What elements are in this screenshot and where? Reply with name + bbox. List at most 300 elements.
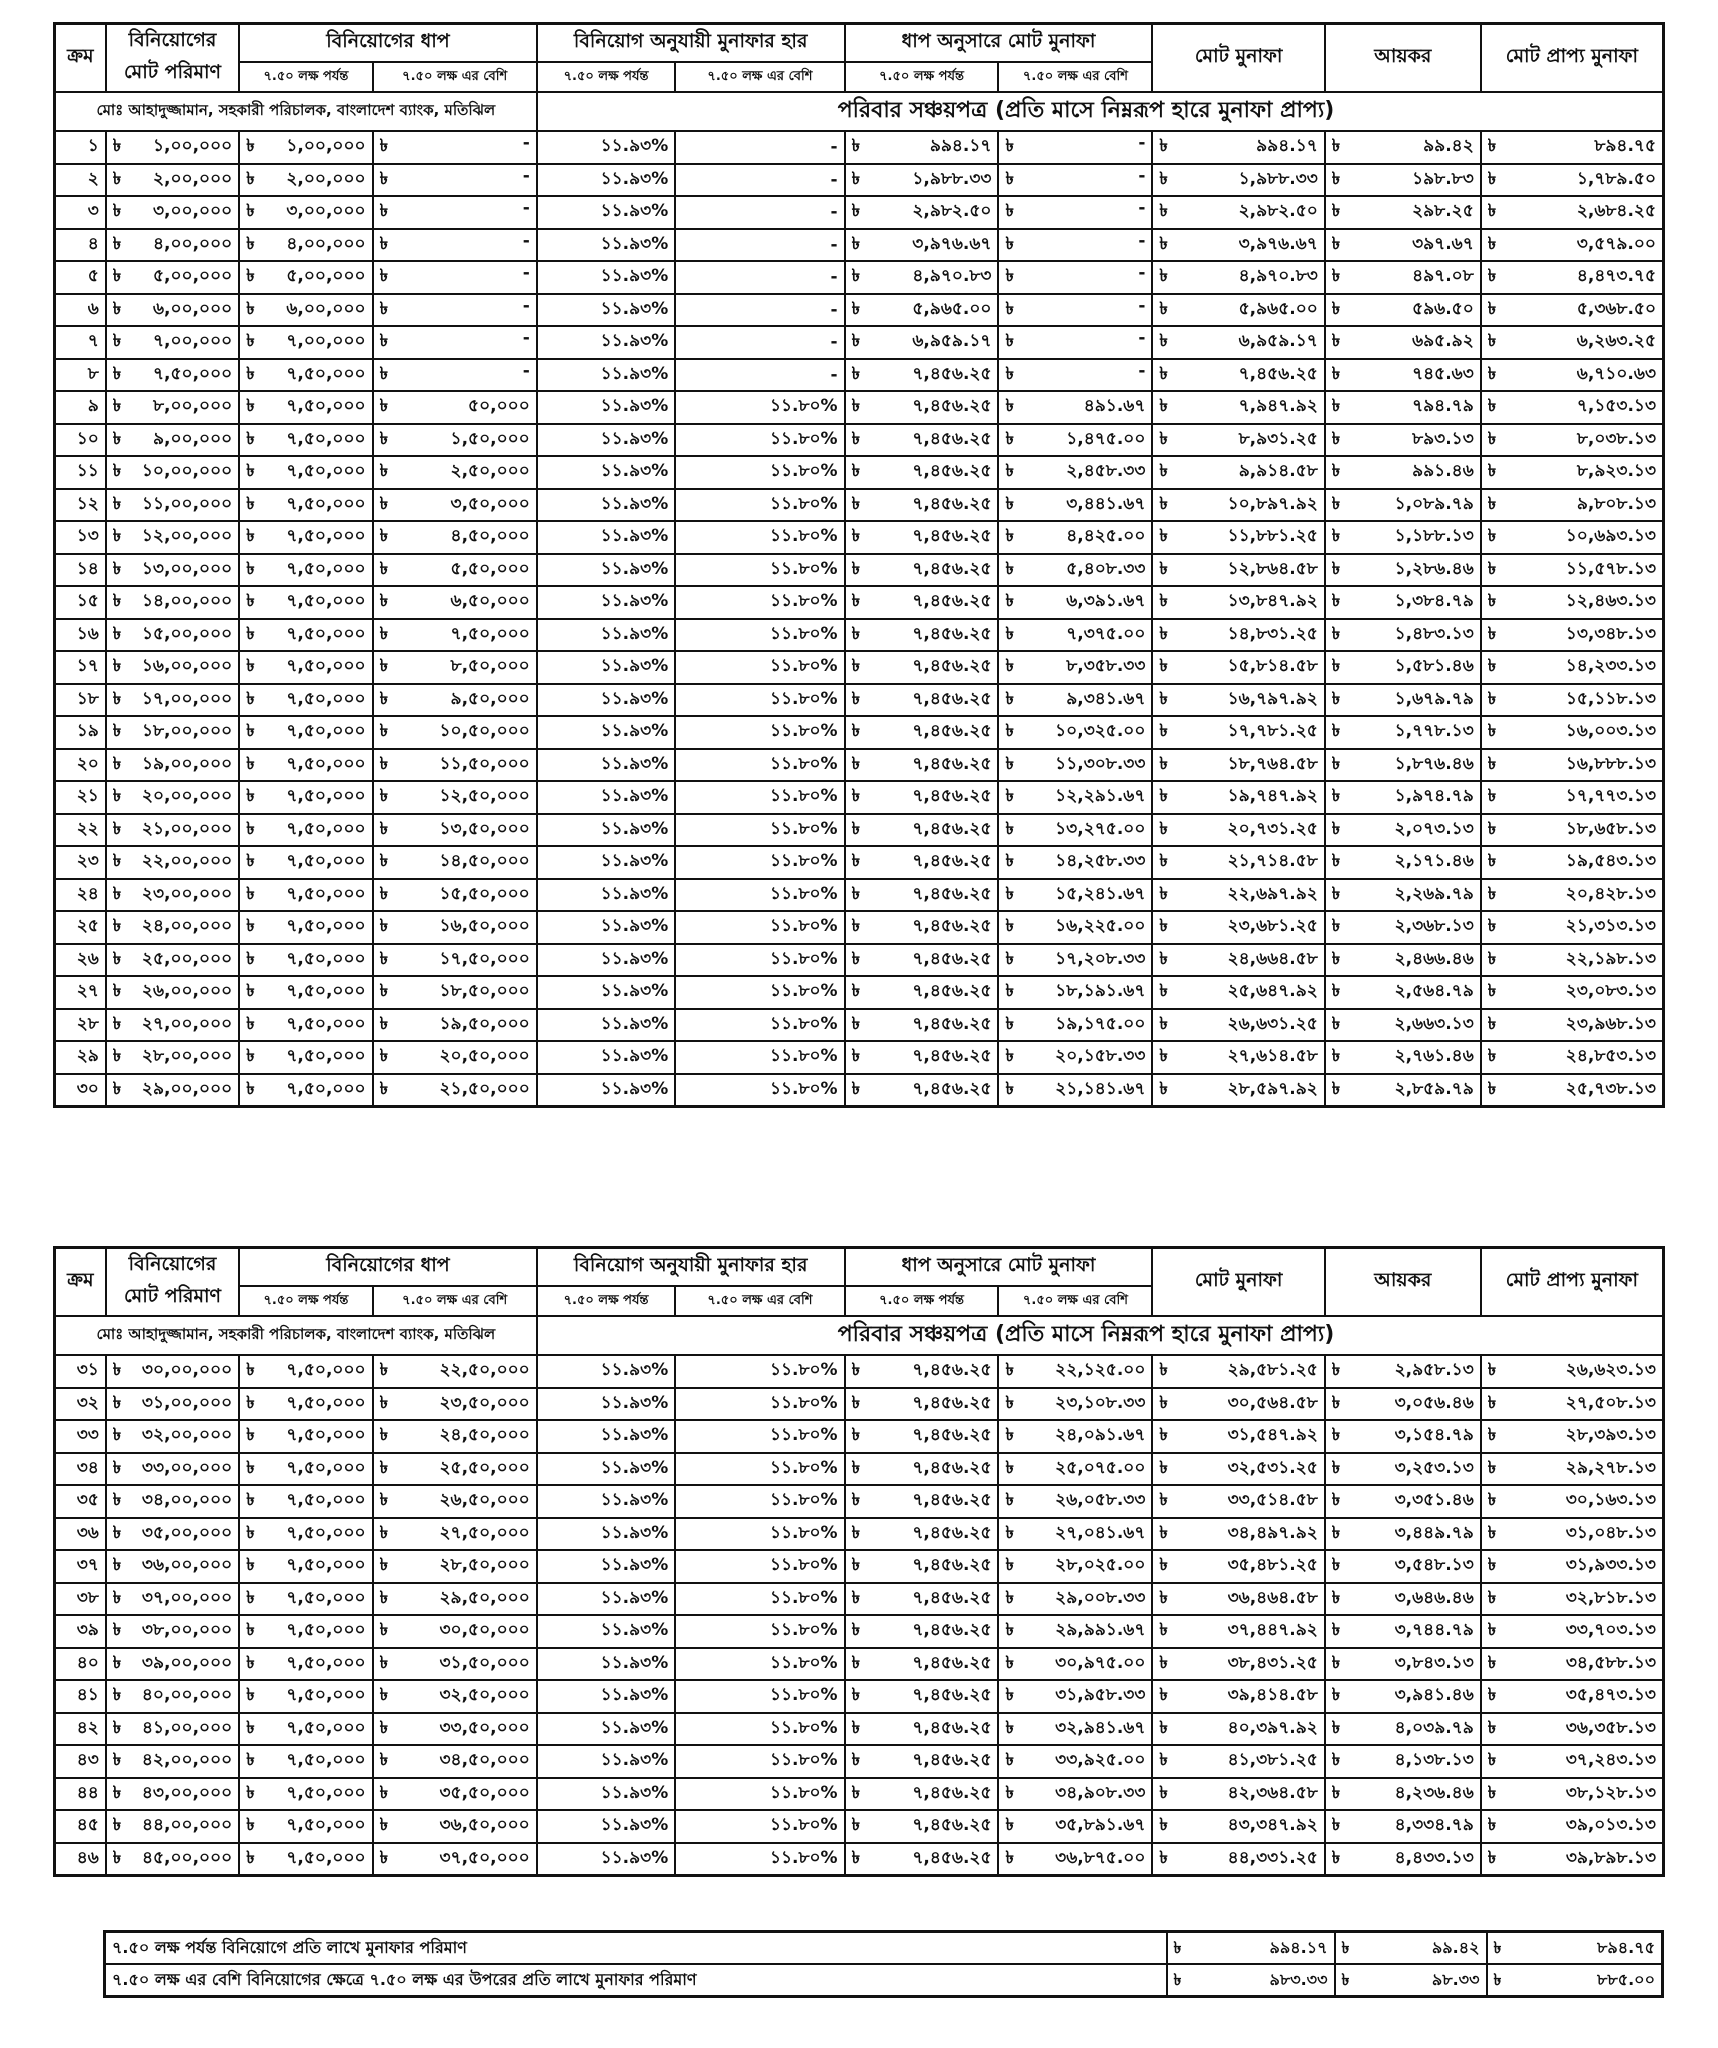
cell-value: ১১.৮০% xyxy=(769,623,838,644)
cell-value: ৫,৫০,০০০ xyxy=(450,558,530,579)
taka-symbol: ৳ xyxy=(1159,786,1168,807)
taka-symbol: ৳ xyxy=(1331,298,1341,319)
cell-rate-upto xyxy=(537,1680,676,1713)
taka-symbol: ৳ xyxy=(1005,786,1014,807)
cell-value: ২৭ xyxy=(76,981,99,1002)
cell-value: ৩৬,৩৫৮.১৩ xyxy=(1565,1717,1656,1738)
taka-symbol: ৳ xyxy=(1331,168,1341,189)
taka-symbol: ৳ xyxy=(1159,526,1168,547)
cell-value: ৪২,৩৬৪.৫৮ xyxy=(1227,1782,1318,1803)
cell-profit-above xyxy=(998,814,1152,847)
cell-value: ২৬ xyxy=(76,948,99,969)
cell-rate-above xyxy=(675,456,844,489)
taka-symbol: ৳ xyxy=(112,1782,122,1803)
taka-symbol: ৳ xyxy=(1487,233,1497,254)
table-row xyxy=(55,1550,1664,1583)
cell-total-investment xyxy=(106,814,239,847)
cell-net-profit xyxy=(1481,1843,1664,1876)
cell-value: ৭,৪৫৬.২৫ xyxy=(912,753,992,774)
taka-symbol: ৳ xyxy=(851,688,861,709)
taka-symbol: ৳ xyxy=(1005,1490,1014,1511)
taka-symbol: ৳ xyxy=(112,591,122,612)
cell-value: ৬ xyxy=(87,298,99,319)
cell-value: ৭,৪৫৬.২৫ xyxy=(1238,363,1318,384)
taka-symbol: ৳ xyxy=(112,1652,122,1673)
cell-total-investment xyxy=(106,879,239,912)
taka-symbol: ৳ xyxy=(1005,1392,1014,1413)
col-total-investment: বিনিয়োগের মোট পরিমাণ xyxy=(106,1248,239,1317)
cell-total-investment xyxy=(106,1810,239,1843)
cell-rate-above xyxy=(675,846,844,879)
cell-profit-upto xyxy=(845,944,999,977)
cell-value: ৭,৫০,০০০ xyxy=(286,363,366,384)
cell-rate-above xyxy=(675,1453,844,1486)
cell-value: ১১.৯৩% xyxy=(600,396,669,417)
cell-value: ২৮,৫০,০০০ xyxy=(439,1555,530,1576)
cell-value: ৫,৩৬৮.৫০ xyxy=(1576,298,1656,319)
taka-symbol: ৳ xyxy=(1005,1425,1014,1446)
cell-value: ২৭,০০,০০০ xyxy=(141,1013,233,1034)
cell-step-upto xyxy=(239,1615,372,1648)
cell-step-upto xyxy=(239,391,372,424)
author-credit: মোঃ আহাদুজ্জামান, সহকারী পরিচালক, বাংলাদেশ ব্যাংক, মতিঝিল xyxy=(55,92,537,131)
taka-symbol: ৳ xyxy=(1487,851,1497,872)
cell-net-profit xyxy=(1481,1648,1664,1681)
cell-value: - xyxy=(522,328,530,349)
cell-value: ১১.৯৩% xyxy=(600,916,669,937)
cell-serial xyxy=(55,1518,106,1551)
taka-symbol: ৳ xyxy=(851,1078,861,1099)
cell-net-profit xyxy=(1481,619,1664,652)
table-row xyxy=(55,586,1664,619)
taka-symbol: ৳ xyxy=(246,786,255,807)
taka-symbol: ৳ xyxy=(1331,1457,1341,1478)
taka-symbol: ৳ xyxy=(246,1587,255,1608)
cell-value: ২৭,০৪১.৬৭ xyxy=(1055,1522,1146,1543)
taka-symbol: ৳ xyxy=(112,526,122,547)
taka-symbol: ৳ xyxy=(1159,1046,1168,1067)
cell-rate-above xyxy=(675,1680,844,1713)
cell-profit-above xyxy=(998,911,1152,944)
cell-rate-upto xyxy=(537,1810,676,1843)
cell-profit-upto xyxy=(845,131,999,164)
taka-symbol: ৳ xyxy=(1331,428,1341,449)
cell-value: ৭,৩৭৫.০০ xyxy=(1066,623,1146,644)
cell-value: ১১.৯৩% xyxy=(600,721,669,742)
taka-symbol: ৳ xyxy=(379,981,389,1002)
sub-above: ৭.৫০ লক্ষ এর বেশি xyxy=(675,62,844,92)
cell-total-profit xyxy=(1152,1810,1324,1843)
cell-value: ৮,০০,০০০ xyxy=(152,396,233,417)
taka-symbol: ৳ xyxy=(379,331,389,352)
cell-rate-above xyxy=(675,294,844,327)
cell-value: ৭,৫০,০০০ xyxy=(286,916,366,937)
cell-rate-above xyxy=(675,359,844,392)
cell-net-profit xyxy=(1481,716,1664,749)
taka-symbol: ৳ xyxy=(112,558,122,579)
cell-total-investment xyxy=(106,1420,239,1453)
cell-profit-upto xyxy=(845,911,999,944)
cell-net-profit xyxy=(1481,944,1664,977)
taka-symbol: ৳ xyxy=(1005,266,1014,287)
taka-symbol: ৳ xyxy=(1005,1685,1014,1706)
cell-value: ৭,৫০,০০০ xyxy=(286,1847,366,1868)
taka-symbol: ৳ xyxy=(379,721,389,742)
taka-symbol: ৳ xyxy=(851,1782,861,1803)
cell-value: ৩৩,৫০,০০০ xyxy=(439,1717,530,1738)
taka-symbol: ৳ xyxy=(246,1392,255,1413)
cell-value: ৯৯৪.১৭ xyxy=(1256,136,1318,157)
taka-symbol: ৳ xyxy=(1487,721,1497,742)
cell-value: ১১.৯৩% xyxy=(600,363,669,384)
cell-total-investment xyxy=(106,1680,239,1713)
cell-value: ৭,৫০,০০০ xyxy=(286,786,366,807)
cell-income-tax xyxy=(1325,1843,1481,1876)
cell-value: ১৪,২৩৩.১৩ xyxy=(1565,656,1656,677)
summary-value: ৯৯.৪২ xyxy=(1431,1937,1480,1957)
taka-symbol: ৳ xyxy=(1005,883,1014,904)
cell-value: ৯,৯১৪.৫৮ xyxy=(1238,461,1318,482)
cell-net-profit xyxy=(1481,586,1664,619)
cell-value: ৪৩,০০,০০০ xyxy=(141,1782,233,1803)
cell-value: ৭,৫০,০০০ xyxy=(286,1078,366,1099)
taka-symbol: ৳ xyxy=(1487,1847,1497,1868)
cell-profit-upto xyxy=(845,359,999,392)
cell-income-tax xyxy=(1325,1485,1481,1518)
taka-symbol: ৳ xyxy=(112,363,122,384)
col-total-profit: মোট মুনাফা xyxy=(1152,24,1324,93)
cell-value: - xyxy=(1138,295,1146,316)
taka-symbol: ৳ xyxy=(1173,1969,1182,1989)
cell-profit-above xyxy=(998,1009,1152,1042)
cell-value: ১৭,৭৭৩.১৩ xyxy=(1565,786,1656,807)
cell-income-tax xyxy=(1325,424,1481,457)
cell-rate-above xyxy=(675,164,844,197)
taka-symbol: ৳ xyxy=(1331,558,1341,579)
cell-profit-upto xyxy=(845,391,999,424)
cell-value: ৩১ xyxy=(76,1360,99,1381)
cell-serial xyxy=(55,554,106,587)
cell-value: ২৩,৫০,০০০ xyxy=(439,1392,530,1413)
taka-symbol: ৳ xyxy=(1331,883,1341,904)
cell-value: ১১.৮০% xyxy=(769,1717,838,1738)
cell-value: ৩৭,৫০,০০০ xyxy=(439,1847,530,1868)
taka-symbol: ৳ xyxy=(1331,1046,1341,1067)
taka-symbol: ৳ xyxy=(246,1360,255,1381)
cell-income-tax xyxy=(1325,1518,1481,1551)
cell-rate-above xyxy=(675,781,844,814)
cell-value: ৩,৯৭৬.৬৭ xyxy=(912,233,992,254)
taka-symbol: ৳ xyxy=(1487,786,1497,807)
taka-symbol: ৳ xyxy=(1331,201,1341,222)
cell-profit-upto xyxy=(845,749,999,782)
cell-profit-above xyxy=(998,489,1152,522)
taka-symbol: ৳ xyxy=(1487,1750,1497,1771)
cell-step-above xyxy=(373,1518,537,1551)
taka-symbol: ৳ xyxy=(1005,331,1014,352)
taka-symbol: ৳ xyxy=(851,428,861,449)
cell-serial xyxy=(55,1648,106,1681)
cell-value: ২,৬৬৩.১৩ xyxy=(1394,1013,1474,1034)
cell-value: ৭,৫০,০০০ xyxy=(286,461,366,482)
cell-value: ৭,৪৫৬.২৫ xyxy=(912,1652,992,1673)
cell-income-tax xyxy=(1325,131,1481,164)
cell-value: ৭,৫০,০০০ xyxy=(286,688,366,709)
cell-value: ১৫,৮১৪.৫৮ xyxy=(1227,656,1318,677)
cell-profit-upto xyxy=(845,684,999,717)
cell-profit-upto xyxy=(845,489,999,522)
cell-value: ৩০,৯৭৫.০০ xyxy=(1055,1652,1146,1673)
summary-row xyxy=(105,1964,1663,1997)
cell-value: - xyxy=(522,165,530,186)
taka-symbol: ৳ xyxy=(246,461,255,482)
cell-net-profit xyxy=(1481,229,1664,262)
taka-symbol: ৳ xyxy=(112,753,122,774)
taka-symbol: ৳ xyxy=(379,428,389,449)
taka-symbol: ৳ xyxy=(112,721,122,742)
table-row xyxy=(55,294,1664,327)
cell-value: ১১.৮০% xyxy=(769,1046,838,1067)
cell-total-profit xyxy=(1152,1041,1324,1074)
cell-total-profit xyxy=(1152,1074,1324,1107)
cell-value: ১,৭৭৮.১৩ xyxy=(1394,721,1474,742)
cell-total-investment xyxy=(106,489,239,522)
cell-net-profit xyxy=(1481,1778,1664,1811)
taka-symbol: ৳ xyxy=(1331,753,1341,774)
taka-symbol: ৳ xyxy=(1331,1847,1341,1868)
cell-value: ৪১ xyxy=(76,1685,99,1706)
taka-symbol: ৳ xyxy=(1331,818,1341,839)
taka-symbol: ৳ xyxy=(379,1522,389,1543)
taka-symbol: ৳ xyxy=(1487,1815,1497,1836)
taka-symbol: ৳ xyxy=(1159,493,1168,514)
cell-total-profit xyxy=(1152,944,1324,977)
taka-symbol: ৳ xyxy=(379,851,389,872)
cell-profit-above xyxy=(998,1648,1152,1681)
cell-value: ৭,৫০,০০০ xyxy=(286,1555,366,1576)
taka-symbol: ৳ xyxy=(1159,1555,1168,1576)
taka-symbol: ৳ xyxy=(1487,1046,1497,1067)
table-row xyxy=(55,359,1664,392)
cell-step-above xyxy=(373,1843,537,1876)
cell-value: ৩,৯৪১.৪৬ xyxy=(1394,1685,1474,1706)
cell-value: ৩৫,০০,০০০ xyxy=(141,1522,233,1543)
cell-value: ১১.৮০% xyxy=(769,1620,838,1641)
taka-symbol: ৳ xyxy=(112,688,122,709)
cell-total-investment xyxy=(106,911,239,944)
cell-rate-above xyxy=(675,716,844,749)
cell-total-investment xyxy=(106,229,239,262)
cell-income-tax xyxy=(1325,911,1481,944)
cell-value: ৪৪,৩৩১.২৫ xyxy=(1227,1847,1318,1868)
cell-profit-above xyxy=(998,196,1152,229)
cell-net-profit xyxy=(1481,196,1664,229)
cell-value: ৭,৫০,০০০ xyxy=(286,981,366,1002)
cell-total-profit xyxy=(1152,814,1324,847)
sub-above: ৭.৫০ লক্ষ এর বেশি xyxy=(373,62,537,92)
cell-value: ২২,১২৫.০০ xyxy=(1055,1360,1146,1381)
scheme-title: পরিবার সঞ্চয়পত্র (প্রতি মাসে নিম্নরূপ হারে মুনাফা প্রাপ্য) xyxy=(537,1316,1664,1355)
taka-symbol: ৳ xyxy=(1487,1392,1497,1413)
col-net-profit: মোট প্রাপ্য মুনাফা xyxy=(1481,24,1664,93)
taka-symbol: ৳ xyxy=(1487,623,1497,644)
cell-net-profit xyxy=(1481,1074,1664,1107)
cell-total-profit xyxy=(1152,261,1324,294)
cell-value: ৬৯৫.৯২ xyxy=(1412,331,1474,352)
cell-value: ৩৬,৪৬৪.৫৮ xyxy=(1227,1587,1318,1608)
cell-serial xyxy=(55,911,106,944)
cell-value: - xyxy=(1138,263,1146,284)
cell-value: ১৮,০০,০০০ xyxy=(141,721,233,742)
cell-total-profit xyxy=(1152,1355,1324,1388)
taka-symbol: ৳ xyxy=(246,526,255,547)
cell-value: ১৭,২০৮.৩৩ xyxy=(1055,948,1146,969)
cell-serial xyxy=(55,1453,106,1486)
cell-total-profit xyxy=(1152,456,1324,489)
cell-value: ১১.৯৩% xyxy=(600,1360,669,1381)
cell-rate-above xyxy=(675,521,844,554)
cell-value: ৫৯৬.৫০ xyxy=(1412,298,1474,319)
col-total-profit: মোট মুনাফা xyxy=(1152,1248,1324,1317)
taka-symbol: ৳ xyxy=(112,883,122,904)
cell-value: ৩,০৫৬.৪৬ xyxy=(1394,1392,1474,1413)
cell-value: ১৯,১৭৫.০০ xyxy=(1055,1013,1146,1034)
taka-symbol: ৳ xyxy=(1159,818,1168,839)
taka-symbol: ৳ xyxy=(851,168,861,189)
taka-symbol: ৳ xyxy=(1159,1620,1168,1641)
cell-rate-upto xyxy=(537,1745,676,1778)
taka-symbol: ৳ xyxy=(112,1490,122,1511)
col-profit-by-step: ধাপ অনুসারে মোট মুনাফা xyxy=(845,24,1153,63)
cell-step-upto xyxy=(239,1745,372,1778)
taka-symbol: ৳ xyxy=(246,558,255,579)
taka-symbol: ৳ xyxy=(112,1046,122,1067)
table-row xyxy=(55,1518,1664,1551)
cell-step-upto xyxy=(239,1843,372,1876)
cell-step-upto xyxy=(239,489,372,522)
cell-value: ৭,৫০,০০০ xyxy=(286,656,366,677)
taka-symbol: ৳ xyxy=(851,1522,861,1543)
table-row xyxy=(55,1583,1664,1616)
cell-value: ১১.৮০% xyxy=(769,526,838,547)
taka-symbol: ৳ xyxy=(1331,1555,1341,1576)
taka-symbol: ৳ xyxy=(1331,1078,1341,1099)
cell-value: ৭,৪৫৬.২৫ xyxy=(912,1620,992,1641)
cell-value: ৭,৪৫৬.২৫ xyxy=(912,851,992,872)
cell-value: ২৩,১০৮.৩৩ xyxy=(1055,1392,1146,1413)
taka-symbol: ৳ xyxy=(1331,1360,1341,1381)
cell-value: ৪,০০,০০০ xyxy=(152,233,233,254)
sub-above: ৭.৫০ লক্ষ এর বেশি xyxy=(373,1286,537,1316)
taka-symbol: ৳ xyxy=(246,1522,255,1543)
cell-total-investment xyxy=(106,1745,239,1778)
cell-rate-above xyxy=(675,1041,844,1074)
cell-serial xyxy=(55,586,106,619)
cell-total-investment xyxy=(106,1713,239,1746)
taka-symbol: ৳ xyxy=(246,1013,255,1034)
taka-symbol: ৳ xyxy=(1005,493,1014,514)
cell-total-profit xyxy=(1152,196,1324,229)
cell-step-above xyxy=(373,716,537,749)
cell-value: ৩১,৯৩৩.১৩ xyxy=(1565,1555,1656,1576)
taka-symbol: ৳ xyxy=(112,298,122,319)
cell-value: ৭,৪৫৬.২৫ xyxy=(912,363,992,384)
col-serial: ক্রম xyxy=(55,24,106,93)
taka-symbol: ৳ xyxy=(851,1815,861,1836)
cell-step-above xyxy=(373,684,537,717)
taka-symbol: ৳ xyxy=(112,948,122,969)
cell-step-above xyxy=(373,1355,537,1388)
taka-symbol: ৳ xyxy=(1159,1750,1168,1771)
table-row xyxy=(55,1041,1664,1074)
cell-income-tax xyxy=(1325,164,1481,197)
cell-value: - xyxy=(522,295,530,316)
taka-symbol: ৳ xyxy=(851,623,861,644)
cell-value: ২,৯৫৮.১৩ xyxy=(1394,1360,1474,1381)
taka-symbol: ৳ xyxy=(1159,1815,1168,1836)
cell-value: ৭,৪৫৬.২৫ xyxy=(912,493,992,514)
taka-symbol: ৳ xyxy=(379,396,389,417)
cell-value: ৩,১৫৪.৭৯ xyxy=(1394,1425,1474,1446)
cell-serial xyxy=(55,424,106,457)
cell-value: ৩৯,০১৩.১৩ xyxy=(1565,1815,1656,1836)
taka-symbol: ৳ xyxy=(1159,201,1168,222)
cell-value: ১১.৯৩% xyxy=(600,883,669,904)
table-row xyxy=(55,1778,1664,1811)
cell-step-above xyxy=(373,911,537,944)
taka-symbol: ৳ xyxy=(379,461,389,482)
cell-total-investment xyxy=(106,1485,239,1518)
taka-symbol: ৳ xyxy=(851,948,861,969)
taka-symbol: ৳ xyxy=(1005,461,1014,482)
cell-value: ১,৮৭৬.৪৬ xyxy=(1394,753,1474,774)
cell-total-profit xyxy=(1152,1420,1324,1453)
cell-profit-upto xyxy=(845,164,999,197)
taka-symbol: ৳ xyxy=(246,396,255,417)
taka-symbol: ৳ xyxy=(1487,136,1497,157)
taka-symbol: ৳ xyxy=(379,1555,389,1576)
table-row xyxy=(55,261,1664,294)
cell-value: ২৮,০০,০০০ xyxy=(141,1046,233,1067)
cell-serial xyxy=(55,164,106,197)
table-row xyxy=(55,1810,1664,1843)
cell-step-above xyxy=(373,261,537,294)
sub-above: ৭.৫০ লক্ষ এর বেশি xyxy=(998,1286,1152,1316)
taka-symbol: ৳ xyxy=(379,558,389,579)
cell-value: ৪ xyxy=(87,233,99,254)
cell-total-profit xyxy=(1152,1388,1324,1421)
cell-rate-upto xyxy=(537,1550,676,1583)
cell-step-above xyxy=(373,976,537,1009)
cell-value: ৭,৪৫৬.২৫ xyxy=(912,428,992,449)
cell-total-profit xyxy=(1152,131,1324,164)
cell-income-tax xyxy=(1325,1615,1481,1648)
cell-value: ২৪,০৯১.৬৭ xyxy=(1055,1425,1146,1446)
taka-symbol: ৳ xyxy=(1487,493,1497,514)
cell-step-above xyxy=(373,1648,537,1681)
cell-total-profit xyxy=(1152,1680,1324,1713)
cell-step-above xyxy=(373,1583,537,1616)
taka-symbol: ৳ xyxy=(246,1782,255,1803)
taka-symbol: ৳ xyxy=(1005,981,1014,1002)
cell-value: ৫ xyxy=(87,266,99,287)
taka-symbol: ৳ xyxy=(246,851,255,872)
cell-value: ১১.৯৩% xyxy=(600,1782,669,1803)
taka-symbol: ৳ xyxy=(851,1717,861,1738)
taka-symbol: ৳ xyxy=(246,656,255,677)
cell-net-profit xyxy=(1481,1485,1664,1518)
cell-income-tax xyxy=(1325,944,1481,977)
